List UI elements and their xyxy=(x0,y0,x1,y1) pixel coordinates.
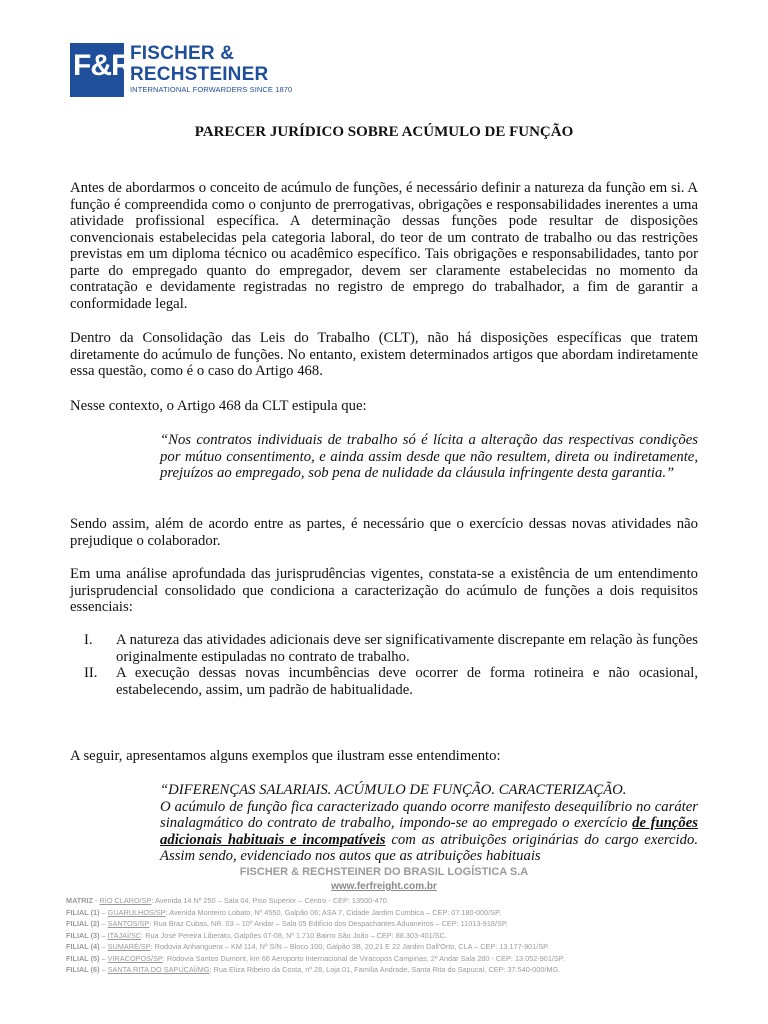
footer-address-line: FILIAL (1) – GUARULHOS/SP: Avenida Monteiro Lobato, Nº 4550, Galpão 06; ASA 7, Cidade Jardim Cumbica – CEP: 07.180-000/SP. xyxy=(66,907,502,917)
logo-mark-text: F&R xyxy=(73,49,132,82)
quote-jurisprudence xyxy=(160,782,698,865)
list-item-text: A natureza das atividades adicionais deve ser significativamente discrepante em relação às funções originalmente estipuladas no contrato de trabalho. xyxy=(116,632,698,665)
paragraph-analysis: Em uma análise aprofundada das jurisprudências vigentes, constata-se a existência de um entendimento jurisprudencial consolidado que condiciona a caracterização do acúmulo de funções a dois requisitos essenciais: xyxy=(70,566,698,615)
logo-line-1: FISCHER & xyxy=(130,43,235,64)
footer-address-line: FILIAL (5) – VIRACOPOS/SP: Rodovia Santos Dumont, km 66 Aeroporto Internacional de Viracopos Campinas, 2º Andar Sala 280 - CEP: 13.052-901/SP. xyxy=(66,953,565,963)
footer-website-link[interactable]: www.ferfreight.com.br xyxy=(331,881,437,892)
quote-body-before: O acúmulo de função fica caracterizado quando ocorre manifesto desequilíbrio no caráter sinalagmático do contrato de trabalho, impondo-se ao empregado o exercício xyxy=(160,798,698,831)
logo-line-2: RECHSTEINER xyxy=(130,64,269,85)
quote-heading: “DIFERENÇAS SALARIAIS. ACÚMULO DE FUNÇÃO. CARACTERIZAÇÃO. xyxy=(160,782,627,798)
quote-article-468: “Nos contratos individuais de trabalho só é lícita a alteração das respectivas condições por mútuo consentimento, e ainda assim desde que não resultem, direta ou indiretamente, prejuízos ao empregado, sob pena de nulidade da cláusula infringente desta garantia.” xyxy=(160,432,698,481)
footer-addresses xyxy=(66,895,768,976)
list-item xyxy=(70,665,698,698)
company-logo xyxy=(70,43,292,97)
page-footer xyxy=(0,866,768,976)
requirements-list xyxy=(70,632,698,698)
paragraph-clt: Dentro da Consolidação das Leis do Trabalho (CLT), não há disposições específicas que tratem diretamente do acúmulo de funções. No entanto, existem determinados artigos que abordam indiretamente essa questão, como é o caso do Artigo 468. xyxy=(70,330,698,379)
logo-tagline: INTERNATIONAL FORWARDERS SINCE 1870 xyxy=(130,85,293,94)
footer-address-line: FILIAL (6) – SANTA RITA DO SAPUCAÍ/MG: Rua Eliza Ribeiro da Costa, nº 28, Loja 01, Família Andrade, Santa Rita do Sapucaí, CEP: 37.540-000/MG. xyxy=(66,965,561,974)
list-item xyxy=(70,632,698,665)
logo-mark xyxy=(70,43,132,97)
paragraph-intro: Antes de abordarmos o conceito de acúmulo de funções, é necessário definir a natureza da função em si. A função é compreendida como o conjunto de prerrogativas, obrigações e responsabilidades inerentes a uma atividade profissional específica. A determinação dessas funções pode resultar de disposições convencionais estabelecidas pela categoria laboral, do teor de um contrato de trabalho ou das restrições previstas em um diploma técnico ou acadêmico específico. Tais obrigações e responsabilidades, tanto por parte do empregado quanto do empregador, devem ser claramente estabelecidas no momento da contratação e devidamente registradas no registro de emprego do trabalhador, a fim de garantir a conformidade legal. xyxy=(70,180,698,312)
footer-company: FISCHER & RECHSTEINER DO BRASIL LOGÍSTICA S.A xyxy=(239,866,529,878)
document-title: PARECER JURÍDICO SOBRE ACÚMULO DE FUNÇÃO xyxy=(194,124,574,140)
paragraph-examples: A seguir, apresentamos alguns exemplos que ilustram esse entendimento: xyxy=(70,748,501,764)
footer-address-line: FILIAL (4) – SUMARÉ/SP: Rodovia Anhanguera – KM 114, Nº S/N – Bloco 100; Galpão 3B, 20,21 E 22 Jardim Dall'Orto, CLA – CEP: 13.177-901/SP. xyxy=(66,942,550,951)
footer-address-line: FILIAL (2) – SANTOS/SP: Rua Braz Cubas, NR. 03 – 10º Andar – Sala 05 Edifício dos Despachantes Aduaneiros – CEP: 11013-918/SP. xyxy=(66,919,508,928)
list-item-text: A execução dessas novas incumbências deve ocorrer de forma rotineira e não ocasional, estabelecendo, assim, um padrão de habitualidade. xyxy=(116,665,698,698)
list-item-number: I. xyxy=(84,632,93,648)
quote-body xyxy=(160,799,698,865)
paragraph-conclusion: Sendo assim, além de acordo entre as partes, é necessário que o exercício dessas novas atividades não prejudique o colaborador. xyxy=(70,516,698,549)
list-item-number: II. xyxy=(84,665,98,681)
logo-wordmark xyxy=(130,43,292,95)
quote-underlined-text: de funções adicionais habituais e incompatíveis xyxy=(160,815,699,848)
footer-address-line: FILIAL (3) – ITAJAÍ/SC: Rua José Pereira Liberato, Galpões 07-08, Nº 1.710 Bairro São João – CEP: 88.303-401/SC. xyxy=(66,930,447,940)
paragraph-context: Nesse contexto, o Artigo 468 da CLT estipula que: xyxy=(70,398,367,414)
footer-address-line: MATRIZ - RIO CLARO/SP: Avenida 14 Nº 250 – Sala 04, Piso Superior – Centro - CEP: 13500-470. xyxy=(66,896,389,905)
quote-body-after: com as atribuições originárias do cargo exercido. Assim sendo, evidenciado nos autos que as atribuições habituais xyxy=(160,831,698,864)
